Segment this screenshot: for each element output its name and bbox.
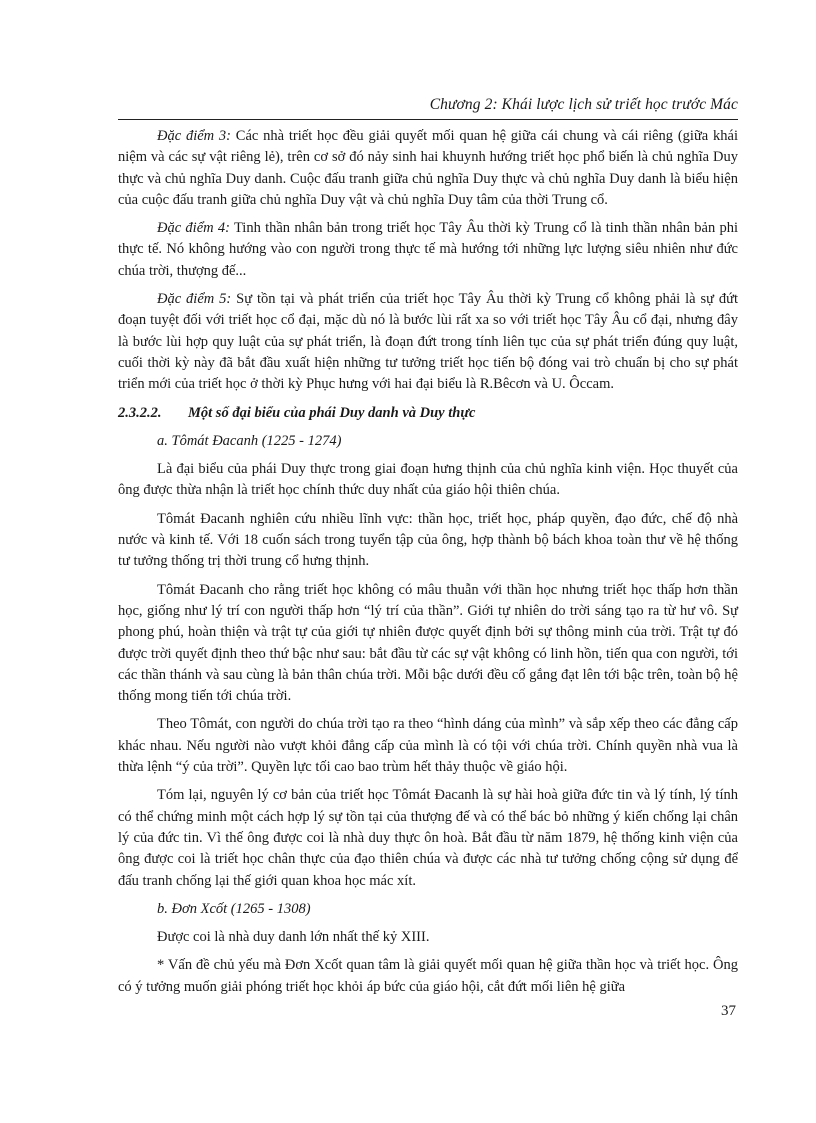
running-header: Chương 2: Khái lược lịch sử triết học trước Mác (429, 96, 738, 113)
paragraph-lead: Đặc điểm 4: (157, 220, 230, 237)
paragraph-tomat-3: Tômát Đacanh cho rằng triết học không có mâu thuẫn với thần học nhưng triết học thấp hơn thần học, giống như lý trí con người thấp hơn “lý trí của thần”. Giới tự nhiên do trời sáng tạo ra từ hư vô. Sự phong phú, hoàn thiện và trật tự của giới tự nhiên được quyết định bởi sự thông minh của trời. Trật tự đó được trời quyết định theo thứ bậc như sau: bắt đầu từ các sự vật không có linh hồn, tiến qua con người, tới các thần thánh và sau cùng là bản thân chúa trời. Mỗi bậc dưới đều cố gắng đạt lên tới bậc trên, toàn bộ hệ thống mong tiến tới chúa trời. (118, 581, 738, 705)
paragraph-tomat-5: Tóm lại, nguyên lý cơ bản của triết học Tômát Đacanh là sự hài hoà giữa đức tin và lý tính, lý tính có thể chứng minh một cách hợp lý sự tồn tại của thượng đế và có thể bác bỏ những ý kiến chống lại chân lý của đức tin. Vì thế ông được coi là nhà duy thực ôn hoà. Bắt đầu từ năm 1879, hệ thống kinh viện của ông được coi là triết học chân thực của đạo thiên chúa và được các nhà tư tưởng chống cộng sử dụng để đấu tranh chống lại thế giới quan khoa học mác xít. (118, 787, 738, 889)
paragraph-scot-1: Được coi là nhà duy danh lớn nhất thế kỷ XIII. (157, 929, 430, 946)
section-heading (118, 403, 738, 424)
paragraph-tomat-4: Theo Tômát, con người do chúa trời tạo ra theo “hình dáng của mình” và sắp xếp theo các đẳng cấp khác nhau. Nếu người nào vượt khỏi đẳng cấp của mình là có tội với chúa trời. Chính quyền nhà vua là thừa lệnh “ý của trời”. Quyền lực tối cao bao trùm hết thảy thuộc về giáo hội. (118, 716, 738, 776)
paragraph-text: Tinh thần nhân bản trong triết học Tây Âu thời kỳ Trung cổ là tinh thần nhân bản phi thực tế. Nó không hướng vào con người trong thực tế mà hướng tới những lực lượng siêu nhiên như đức chúa trời, thượng đế... (118, 220, 738, 279)
paragraph-tomat-2: Tômát Đacanh nghiên cứu nhiều lĩnh vực: thần học, triết học, pháp quyền, đạo đức, chế độ nhà nước và kinh tế. Với 18 cuốn sách trong tuyển tập của ông, hợp thành bộ bách khoa toàn thư về hệ thống tư tưởng thống trị thời trung cổ hưng thịnh. (118, 510, 738, 570)
paragraph-text: Sự tồn tại và phát triển của triết học Tây Âu thời kỳ Trung cổ không phải là sự đứt đoạn tuyệt đối với triết học cổ đại, mặc dù nó là bước lùi rất xa so với triết học Tây Âu cổ đại, nhưng đây là bước lùi hợp quy luật của sự phát triển, là đoạn đứt trong tính liên tục của sự phát triển đúng quy luật, cuối thời kỳ này đã bắt đầu xuất hiện những tư tưởng triết học tiến bộ đóng vai trò chuẩn bị cho sự phát triển mới của triết học ở thời kỳ Phục hưng với hai đại biểu là R.Bêcơn và U. Ôccam. (118, 291, 739, 393)
section-number: 2.3.2.2. (118, 404, 162, 421)
paragraph-lead: Đặc điểm 3: (157, 128, 232, 144)
paragraph-dac-diem-3 (118, 126, 738, 211)
paragraph-tomat-1: Là đại biểu của phái Duy thực trong giai đoạn hưng thịnh của chủ nghĩa kinh viện. Học thuyết của ông được thừa nhận là triết học chính thức duy nhất của giáo hội thiên chúa. (118, 461, 738, 499)
page-number: 37 (721, 1003, 736, 1019)
paragraph-scot-2: * Vấn đề chủ yếu mà Đơn Xcốt quan tâm là giải quyết mối quan hệ giữa thần học và triết học. Ông có ý tưởng muốn giải phóng triết học khỏi áp bức của giáo hội, cắt đứt mối liên hệ giữa (118, 957, 738, 995)
section-title: Một số đại biểu của phái Duy danh và Duy thực (188, 404, 476, 421)
paragraph-dac-diem-4 (118, 218, 738, 282)
paragraph-text: Các nhà triết học đều giải quyết mối quan hệ giữa cái chung và cái riêng (giữa khái niệm và các sự vật riêng lẻ), trên cơ sở đó nảy sinh hai khuynh hướng triết học phổ biến là chủ nghĩa Duy thực và chủ nghĩa Duy danh. Cuộc đấu tranh giữa chủ nghĩa Duy thực và chủ nghĩa Duy danh là biểu hiện của cuộc đấu tranh giữa chủ nghĩa Duy vật và chủ nghĩa Duy tâm của thời Trung cổ. (118, 128, 739, 208)
paragraph-dac-diem-5 (118, 289, 738, 395)
header-divider (118, 119, 738, 120)
subheading-tomat-dacanh: a. Tômát Đacanh (1225 - 1274) (157, 432, 342, 449)
page-body (118, 126, 738, 1005)
subheading-don-xcot: b. Đơn Xcốt (1265 - 1308) (157, 900, 311, 917)
paragraph-lead: Đặc điểm 5: (157, 291, 232, 308)
